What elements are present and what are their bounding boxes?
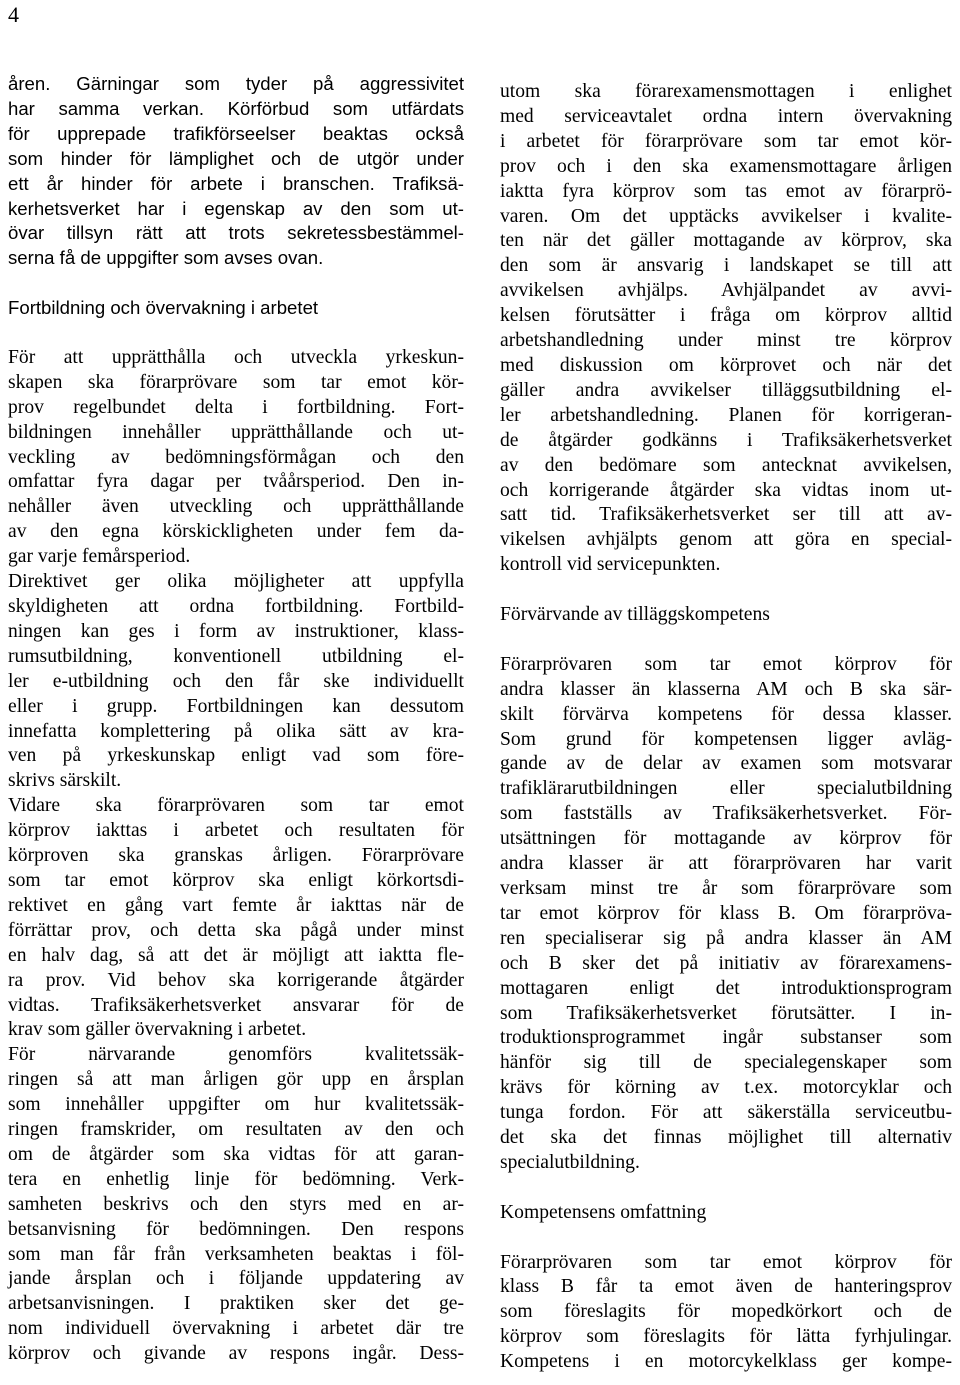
text-line: ringen så att man årligen gör upp en årsplan xyxy=(8,1069,464,1091)
text-line: som man får från verksamheten beaktas i föl- xyxy=(8,1243,464,1265)
text-line: trafiklärarutbildningen eller specialutbildning xyxy=(500,778,952,800)
section-heading: Förvärvande av tilläggskompetens xyxy=(500,604,770,626)
text-line: och korrigerande åtgärder ska vidtas inom ut- xyxy=(500,479,952,501)
text-line: jande årsplan och i följande uppdatering av xyxy=(8,1268,464,1290)
text-line: betsanvisning för bedömningen. Den respons xyxy=(8,1218,464,1240)
text-line: har samma verkan. Körförbud som utfärdats xyxy=(8,97,464,119)
text-line: arbetsanvisningen. I praktiken sker det ge- xyxy=(8,1293,464,1315)
text-line: av den bedömare som antecknat avvikelsen, xyxy=(500,454,952,476)
text-line: nehåller även utveckling och upprätthållande xyxy=(8,496,464,518)
text-line: varen. Om det upptäcks avvikelser i kvalite- xyxy=(500,205,952,227)
text-line: serna få de uppgifter som avses ovan. xyxy=(8,247,324,269)
text-line: nom individuell övervakning i arbetet där tre xyxy=(8,1318,464,1340)
text-line: övar tillsyn rätt att trots sekretessbestämmel- xyxy=(8,222,464,244)
text-line: ler e-utbildning och den får ske individuellt xyxy=(8,670,464,692)
text-line: utom ska förarexamensmottagen i enlighet xyxy=(500,81,952,102)
text-line: skilt förvärva kompetens för dessa klasser. xyxy=(500,703,952,725)
section-heading: Fortbildning och övervakning i arbetet xyxy=(8,297,319,319)
text-line: samheten beskrivs och den styrs med en ar- xyxy=(8,1193,464,1215)
text-line: arbetshandledning under minst tre körprov xyxy=(500,330,952,352)
paragraph-gap xyxy=(8,271,464,296)
text-line: körprov och givande av respons ingår. Dess- xyxy=(8,1343,464,1365)
text-line: av den egna körskickligheten under fem da- xyxy=(8,521,464,543)
text-line: skapen ska förarprövare som tar emot kör- xyxy=(8,371,464,393)
text-line: med serviceavtalet ordna intern övervakning xyxy=(500,105,952,127)
text-line: klass B får ta emot även de hanteringsprov xyxy=(500,1276,952,1298)
text-line: gar varje femårsperiod. xyxy=(8,546,191,568)
right-text-column xyxy=(500,80,952,1375)
text-line: som föreslagits för mopedkörkort och de xyxy=(500,1301,952,1323)
paragraph-gap xyxy=(500,1176,952,1201)
paragraph-gap xyxy=(500,578,952,603)
paragraph-gap xyxy=(8,321,464,346)
text-line: avvikelsen avhjälps. Avhjälpandet av avvi- xyxy=(500,280,952,302)
text-line: för upprepade trafikförseelser beaktas också xyxy=(8,122,464,144)
text-line: Vidare ska förarprövaren som tar emot xyxy=(8,795,464,817)
text-line: tunga fordon. För att säkerställa serviceutbu- xyxy=(500,1102,952,1124)
text-line: gande av de delar av examen som motsvarar xyxy=(500,753,952,775)
text-line: För närvarande genomförs kvalitetssäk- xyxy=(8,1044,464,1066)
text-line: veckling av bedömningsförmågan och den xyxy=(8,446,464,468)
text-line: kontroll vid servicepunkten. xyxy=(500,554,721,576)
text-line: Direktivet ger olika möjligheter att uppfylla xyxy=(8,571,464,593)
text-line: vidtas. Trafiksäkerhetsverket ansvarar för de xyxy=(8,994,464,1016)
text-line: som innehåller uppgifter om hur kvalitetssäk- xyxy=(8,1094,464,1116)
text-line: gäller andra avvikelser tilläggsutbildning el- xyxy=(500,379,952,401)
text-line: krävs för körning av t.ex. motorcyklar och xyxy=(500,1077,952,1099)
text-line: andra klasser än klasserna AM och B ska sär- xyxy=(500,678,952,700)
text-line: tera en enhetlig linje för bedömning. Verk- xyxy=(8,1168,464,1190)
text-line: iaktta fyra körprov som tas emot av förarprö- xyxy=(500,180,952,202)
text-line: eller i grupp. Fortbildningen kan dessutom xyxy=(8,695,464,717)
text-line: bildningen innehåller upprätthållande och ut- xyxy=(8,421,464,443)
text-line: körprov som föreslagits för lätta fyrhjulingar. xyxy=(500,1326,952,1348)
text-line: en halv dag, så att det är möjligt att iaktta fle- xyxy=(8,944,464,966)
text-line: vikelsen avhjälpts genom att göra en special- xyxy=(500,529,952,551)
text-line: skrivs särskilt. xyxy=(8,770,122,792)
text-line: tar emot körprov för klass B. Om förarpröva- xyxy=(500,902,952,924)
text-line: ningen kan ges i form av instruktioner, klass- xyxy=(8,620,464,642)
paragraph-gap xyxy=(500,628,952,653)
text-line: som Trafiksäkerhetsverket förutsätter. I in- xyxy=(500,1002,952,1024)
text-line: ra prov. Vid behov ska korrigerande åtgärder xyxy=(8,969,464,991)
left-text-column xyxy=(8,72,464,1367)
text-line: Kompetens i en motorcykelklass ger kompe- xyxy=(500,1351,952,1373)
text-line: med diskussion om körprovet och när det xyxy=(500,354,952,376)
text-line: verksam minst tre år som förarprövare som xyxy=(500,877,952,899)
text-line: och B sker det på initiativ av förarexamens- xyxy=(500,952,952,974)
section-heading: Kompetensens omfattning xyxy=(500,1201,707,1223)
text-line: satt tid. Trafiksäkerhetsverket ser till att av- xyxy=(500,504,952,526)
text-line: mottagaren enligt det introduktionsprogram xyxy=(500,977,952,999)
text-line: kelsen förutsätter i fråga om körprov alltid xyxy=(500,305,952,327)
text-line: ten när det gäller mottagande av körprov, ska xyxy=(500,230,952,252)
text-line: körprov iakttas i arbetet och resultaten för xyxy=(8,820,464,842)
text-line: ringen framskrider, om resultaten av den och xyxy=(8,1119,464,1141)
text-line: om de åtgärder som ska vidtas för att garan- xyxy=(8,1143,464,1165)
text-line: den som är ansvarig i landskapet se till att xyxy=(500,255,952,277)
text-line: krav som gäller övervakning i arbetet. xyxy=(8,1019,307,1041)
paragraph-gap xyxy=(500,1226,952,1251)
text-line: ett år hinder för arbete i branschen. Trafiksä- xyxy=(8,172,464,194)
text-line: andra klasser är att förarprövaren har varit xyxy=(500,853,952,875)
text-line: som hinder för lämplighet och de utgör under xyxy=(8,147,464,169)
text-line: rektivet en gång vart femte år iakttas när de xyxy=(8,894,464,916)
text-line: innefatta komplettering på olika sätt av kra- xyxy=(8,720,464,742)
text-line: rumsutbildning, konventionell utbildning el- xyxy=(8,645,464,667)
text-line: som tar emot körprov ska enligt körkortsdi- xyxy=(8,869,464,891)
text-line: skyldigheten att ordna fortbildning. Fortbild- xyxy=(8,596,464,617)
text-line: Som grund för kompetensen ligger avläg- xyxy=(500,728,952,750)
text-line: kerhetsverket har i egenskap av den som ut- xyxy=(8,197,464,219)
text-line: de åtgärder godkänns i Trafiksäkerhetsverket xyxy=(500,429,952,451)
text-line: körproven ska granskas årligen. Förarprövare xyxy=(8,845,464,867)
text-line: utsättningen för mottagande av körprov för xyxy=(500,828,952,850)
text-line: troduktionsprogrammet ingår substanser som xyxy=(500,1027,952,1049)
text-line: prov och i den ska examensmottagare årligen xyxy=(500,155,952,177)
text-line: Förarprövaren som tar emot körprov för xyxy=(500,1251,952,1273)
text-line: Förarprövaren som tar emot körprov för xyxy=(500,653,952,675)
text-line: ler arbetshandledning. Planen för korrigeran- xyxy=(500,404,952,426)
text-line: som fastställs av Trafiksäkerhetsverket. För- xyxy=(500,803,952,825)
text-line: hänför sig till de specialegenskaper som xyxy=(500,1052,952,1074)
text-line: omfattar fyra dagar per tvåårsperiod. Den in- xyxy=(8,471,464,493)
text-line: förrättar prov, och detta ska pågå under minst xyxy=(8,919,464,941)
text-line: prov regelbundet delta i fortbildning. Fort- xyxy=(8,396,464,418)
text-line: i arbetet för förarprövare som tar emot kör- xyxy=(500,130,952,152)
text-line: ren specialiserar sig på andra klasser än AM xyxy=(500,927,952,949)
text-line: det ska det finnas möjlighet till alternativ xyxy=(500,1127,952,1149)
text-line: specialutbildning. xyxy=(500,1151,640,1173)
text-line: ven på yrkeskunskap enligt vad som före- xyxy=(8,745,464,767)
page-number: 4 xyxy=(8,2,19,27)
text-line: åren. Gärningar som tyder på aggressivitet xyxy=(8,73,464,94)
text-line: För att upprätthålla och utveckla yrkeskun- xyxy=(8,346,464,368)
